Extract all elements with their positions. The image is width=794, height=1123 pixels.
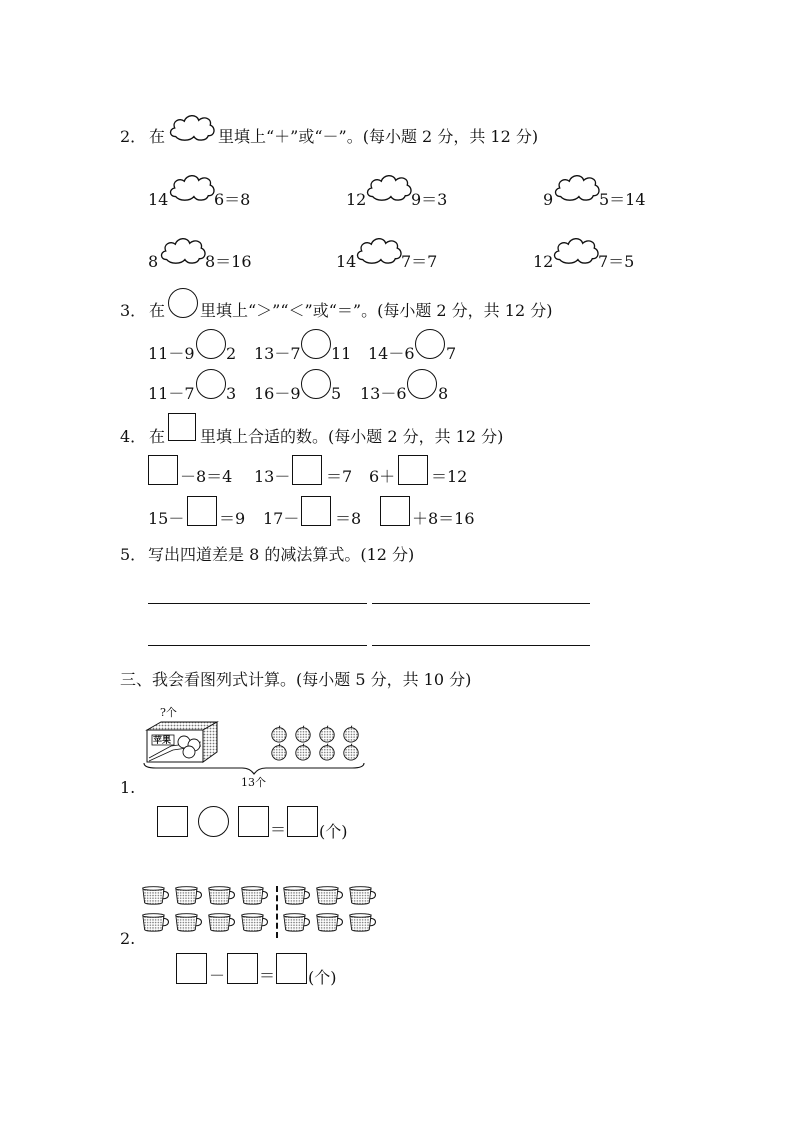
compare-circle[interactable] bbox=[196, 329, 226, 359]
cup-icon bbox=[141, 913, 173, 933]
equals-sign: ＝ bbox=[259, 966, 276, 985]
compare-circle[interactable] bbox=[407, 369, 437, 399]
answer-box[interactable] bbox=[287, 806, 318, 837]
cloud-icon[interactable] bbox=[552, 235, 600, 265]
q3-r1-e3-b: 7 bbox=[446, 344, 457, 363]
apple-icon bbox=[294, 743, 312, 761]
q3-r1-e1-b: 2 bbox=[226, 344, 237, 363]
answer-box[interactable] bbox=[380, 496, 410, 526]
square-blank-icon bbox=[168, 413, 196, 441]
q2-r1-e3-b: 5＝14 bbox=[599, 190, 646, 209]
q3-r1-e2-b: 11 bbox=[331, 344, 352, 363]
compare-circle[interactable] bbox=[196, 369, 226, 399]
total-count-label: 13个 bbox=[241, 776, 266, 789]
compare-circle[interactable] bbox=[415, 329, 445, 359]
cup-icon bbox=[174, 886, 206, 906]
answer-box[interactable] bbox=[398, 455, 428, 485]
answer-box[interactable] bbox=[157, 806, 188, 837]
apple-icon bbox=[270, 743, 288, 761]
answer-line[interactable] bbox=[372, 603, 590, 604]
answer-box[interactable] bbox=[301, 496, 331, 526]
cloud-icon[interactable] bbox=[168, 172, 216, 202]
cup-icon bbox=[282, 886, 314, 906]
answer-box[interactable] bbox=[227, 953, 258, 984]
q2-pre: 在 bbox=[149, 127, 166, 146]
q3-r1-e2-a: 13－7 bbox=[254, 344, 301, 363]
q2-r1-e1-b: 6＝8 bbox=[214, 190, 251, 209]
cup-group bbox=[141, 886, 381, 938]
q2-r2-e3-b: 7＝5 bbox=[598, 252, 635, 271]
q4-r1-e2-b: ＝7 bbox=[326, 467, 353, 486]
answer-box[interactable] bbox=[292, 455, 322, 485]
problem2-number: 2. bbox=[120, 929, 136, 948]
q4-number: 4． bbox=[120, 427, 147, 446]
q5-number: 5． bbox=[120, 545, 147, 564]
q3-r1-e3-a: 14－6 bbox=[368, 344, 415, 363]
operator-circle[interactable] bbox=[198, 806, 229, 837]
q2-r1-e3-a: 9 bbox=[543, 190, 554, 209]
problem1-number: 1. bbox=[120, 778, 136, 797]
cloud-icon[interactable] bbox=[365, 172, 413, 202]
q4-r1-e3-a: 6＋ bbox=[369, 467, 396, 486]
cup-icon bbox=[207, 913, 239, 933]
q3-r2-e2-a: 16－9 bbox=[254, 384, 301, 403]
answer-box[interactable] bbox=[176, 953, 207, 984]
divider-line bbox=[276, 886, 278, 938]
q5-instruction: 写出四道差是 8 的减法算式。(12 分) bbox=[148, 545, 415, 564]
unit-label: (个) bbox=[319, 822, 348, 841]
q2-number: 2． bbox=[120, 127, 147, 146]
q2-instruction: 里填上“＋”或“－”。(每小题 2 分，共 12 分) bbox=[218, 127, 539, 146]
q3-pre: 在 bbox=[149, 301, 166, 320]
q4-r2-e2-b: ＝8 bbox=[335, 509, 362, 528]
section3-title: 三、我会看图列式计算。(每小题 5 分，共 10 分) bbox=[120, 670, 472, 689]
q3-r2-e1-a: 11－7 bbox=[148, 384, 195, 403]
cup-icon bbox=[315, 913, 347, 933]
q3-r1-e1-a: 11－9 bbox=[148, 344, 195, 363]
unknown-count-label: ?个 bbox=[160, 706, 177, 719]
cup-icon bbox=[315, 886, 347, 906]
answer-box[interactable] bbox=[276, 953, 307, 984]
cup-icon bbox=[282, 913, 314, 933]
compare-circle[interactable] bbox=[301, 369, 331, 399]
cup-icon bbox=[240, 913, 272, 933]
q4-r1-e2-a: 13－ bbox=[254, 467, 291, 486]
answer-box[interactable] bbox=[148, 455, 178, 485]
apple-icon bbox=[318, 725, 336, 743]
q4-r2-e1-a: 15－ bbox=[148, 509, 185, 528]
q2-r2-e1-a: 8 bbox=[148, 252, 159, 271]
equals-sign: ＝ bbox=[270, 820, 287, 839]
answer-line[interactable] bbox=[148, 645, 367, 646]
cup-icon bbox=[141, 886, 173, 906]
q2-r1-e2-b: 9＝3 bbox=[411, 190, 448, 209]
q2-r2-e3-a: 12 bbox=[533, 252, 554, 271]
q4-pre: 在 bbox=[149, 427, 166, 446]
cloud-icon[interactable] bbox=[355, 235, 403, 265]
q3-r2-e3-a: 13－6 bbox=[360, 384, 407, 403]
answer-line[interactable] bbox=[372, 645, 590, 646]
cup-icon bbox=[174, 913, 206, 933]
q2-r1-e2-a: 12 bbox=[346, 190, 367, 209]
q4-r1-e3-b: ＝12 bbox=[431, 467, 468, 486]
q4-r2-e1-b: ＝9 bbox=[219, 509, 246, 528]
q3-number: 3． bbox=[120, 301, 147, 320]
apple-icon bbox=[342, 725, 360, 743]
q2-r2-e1-b: 8＝16 bbox=[205, 252, 252, 271]
q4-instruction: 里填上合适的数。(每小题 2 分，共 12 分) bbox=[200, 427, 504, 446]
cloud-icon[interactable] bbox=[553, 172, 601, 202]
answer-box[interactable] bbox=[238, 806, 269, 837]
unit-label: (个) bbox=[308, 968, 337, 987]
q4-r1-e1: －8＝4 bbox=[180, 467, 233, 486]
cup-icon bbox=[348, 913, 380, 933]
answer-box[interactable] bbox=[187, 496, 217, 526]
apple-group bbox=[270, 725, 362, 763]
circle-blank-icon bbox=[168, 288, 198, 318]
minus-sign: － bbox=[209, 966, 226, 985]
brace-icon bbox=[142, 762, 366, 776]
q4-r2-e3: ＋8＝16 bbox=[412, 509, 475, 528]
apple-icon bbox=[294, 725, 312, 743]
cloud-icon bbox=[168, 112, 216, 142]
compare-circle[interactable] bbox=[301, 329, 331, 359]
answer-line[interactable] bbox=[148, 603, 367, 604]
q3-r2-e2-b: 5 bbox=[331, 384, 342, 403]
apple-icon bbox=[318, 743, 336, 761]
apple-box-label: 苹果 bbox=[153, 736, 172, 746]
q3-instruction: 里填上“＞”“＜”或“＝”。(每小题 2 分，共 12 分) bbox=[200, 301, 553, 320]
apple-icon bbox=[270, 725, 288, 743]
q3-r2-e1-b: 3 bbox=[226, 384, 237, 403]
cup-icon bbox=[240, 886, 272, 906]
q2-r1-e1-a: 14 bbox=[148, 190, 169, 209]
apple-icon bbox=[342, 743, 360, 761]
cup-icon bbox=[348, 886, 380, 906]
q2-r2-e2-b: 7＝7 bbox=[401, 252, 438, 271]
q4-r2-e2-a: 17－ bbox=[263, 509, 300, 528]
cup-icon bbox=[207, 886, 239, 906]
q2-r2-e2-a: 14 bbox=[336, 252, 357, 271]
cloud-icon[interactable] bbox=[159, 235, 207, 265]
q3-r2-e3-b: 8 bbox=[438, 384, 449, 403]
